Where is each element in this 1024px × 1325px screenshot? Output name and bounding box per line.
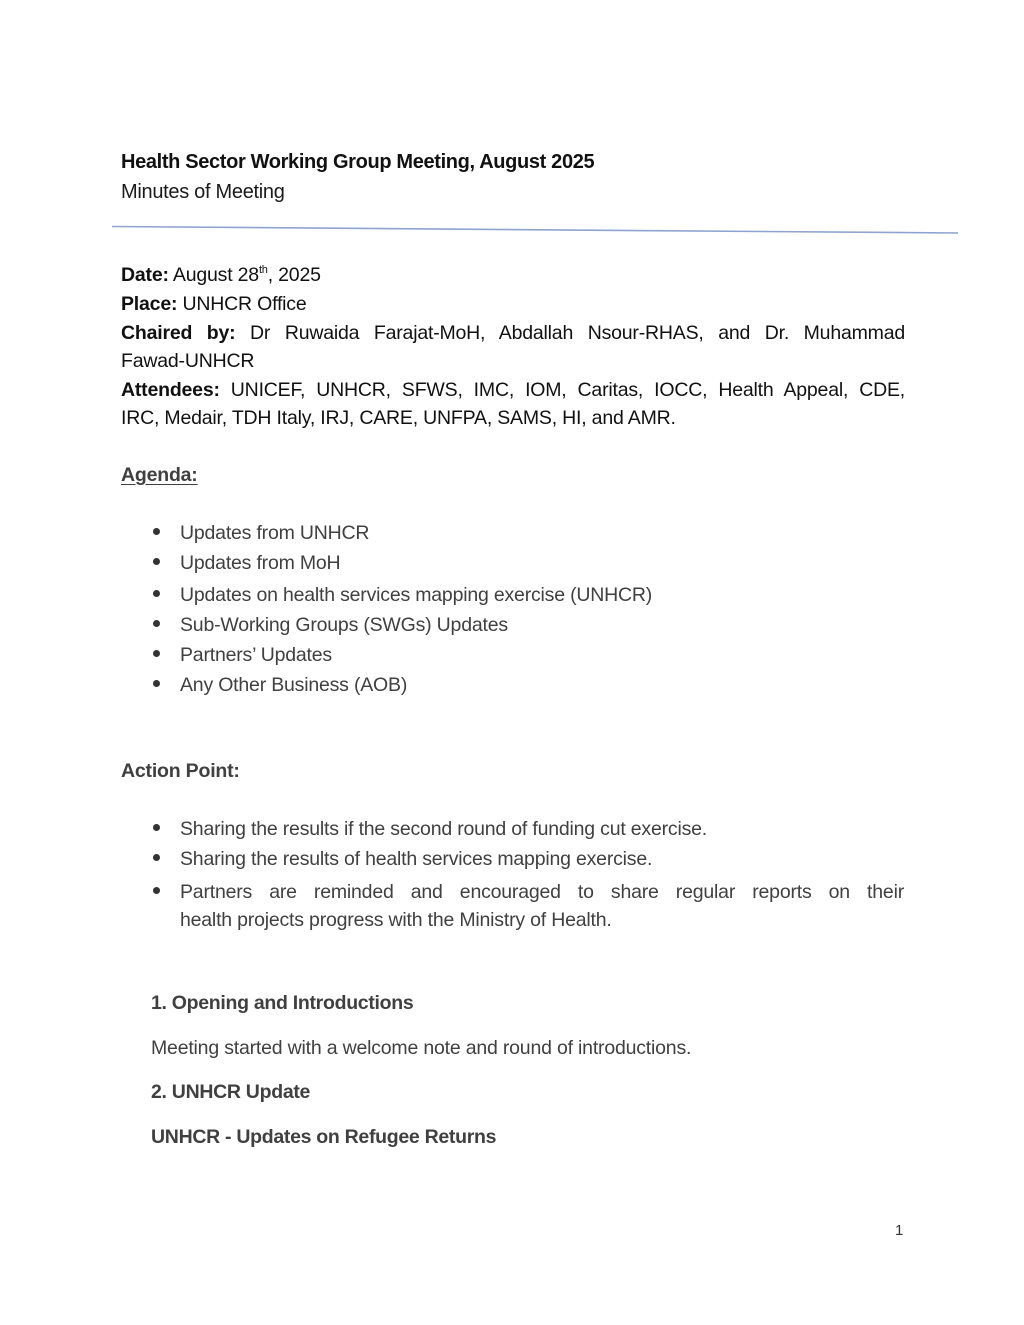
header-divider	[112, 225, 958, 235]
document-subtitle: Minutes of Meeting	[121, 181, 285, 203]
meta-date-ordinal: th	[258, 264, 268, 276]
action-point-heading: Action Point:	[121, 760, 240, 782]
document-title: Health Sector Working Group Meeting, August 2025	[121, 151, 595, 173]
page-number: 1	[895, 1222, 904, 1239]
section-heading-opening: 1. Opening and Introductions	[151, 992, 414, 1014]
meta-place-label: Place:	[121, 293, 178, 315]
agenda-item	[150, 584, 652, 607]
meta-attendees-line1	[121, 379, 905, 402]
action-point-text-line2: health projects progress with the Ministry of Health.	[180, 909, 612, 931]
agenda-item-text: Partners’ Updates	[180, 644, 332, 666]
action-point-item	[150, 848, 652, 871]
action-point-item	[150, 878, 904, 934]
section-heading-unhcr: 2. UNHCR Update	[151, 1081, 311, 1103]
section-paragraph-opening: Meeting started with a welcome note and round of introductions.	[151, 1037, 692, 1059]
agenda-heading: Agenda:	[121, 464, 198, 486]
meta-date-label: Date:	[121, 264, 169, 286]
agenda-item	[150, 522, 369, 545]
agenda-item-text: Any Other Business (AOB)	[180, 674, 408, 696]
agenda-item	[150, 552, 340, 575]
meta-date	[121, 264, 321, 287]
meta-chaired-by-value: Dr Ruwaida Farajat-MoH, Abdallah Nsour-RHAS, and Dr. Muhammad	[235, 322, 905, 344]
agenda-item	[150, 674, 407, 697]
action-point-text-line1: Partners are reminded and encouraged to share regular reports on their	[180, 881, 904, 903]
agenda-item-text: Updates from UNHCR	[180, 522, 370, 544]
meta-chaired-by-label: Chaired by:	[121, 322, 236, 344]
meta-date-value: August 28	[168, 264, 259, 286]
action-point-text	[180, 878, 904, 934]
meta-chaired-by-line2: Fawad-UNHCR	[121, 350, 255, 372]
agenda-item-text: Updates from MoH	[180, 552, 341, 574]
agenda-item	[150, 614, 508, 637]
agenda-item	[150, 644, 332, 667]
action-point-text: Sharing the results if the second round of funding cut exercise.	[180, 818, 708, 840]
meta-attendees-label: Attendees:	[121, 379, 220, 401]
meta-chaired-by-line1	[121, 322, 905, 345]
meta-place	[121, 293, 307, 316]
meta-attendees-line2: IRC, Medair, TDH Italy, IRJ, CARE, UNFPA, SAMS, HI, and AMR.	[121, 407, 676, 429]
action-point-text: Sharing the results of health services mapping exercise.	[180, 848, 653, 870]
meta-date-year: , 2025	[267, 264, 321, 286]
agenda-item-text: Updates on health services mapping exercise (UNHCR)	[180, 584, 653, 606]
meta-attendees-value: UNICEF, UNHCR, SFWS, IMC, IOM, Caritas, IOCC, Health Appeal, CDE,	[219, 379, 905, 401]
action-point-item	[150, 818, 707, 841]
subsection-heading-refugee-returns: UNHCR - Updates on Refugee Returns	[151, 1126, 497, 1148]
meta-place-value: UNHCR Office	[177, 293, 307, 315]
agenda-item-text: Sub-Working Groups (SWGs) Updates	[180, 614, 508, 636]
